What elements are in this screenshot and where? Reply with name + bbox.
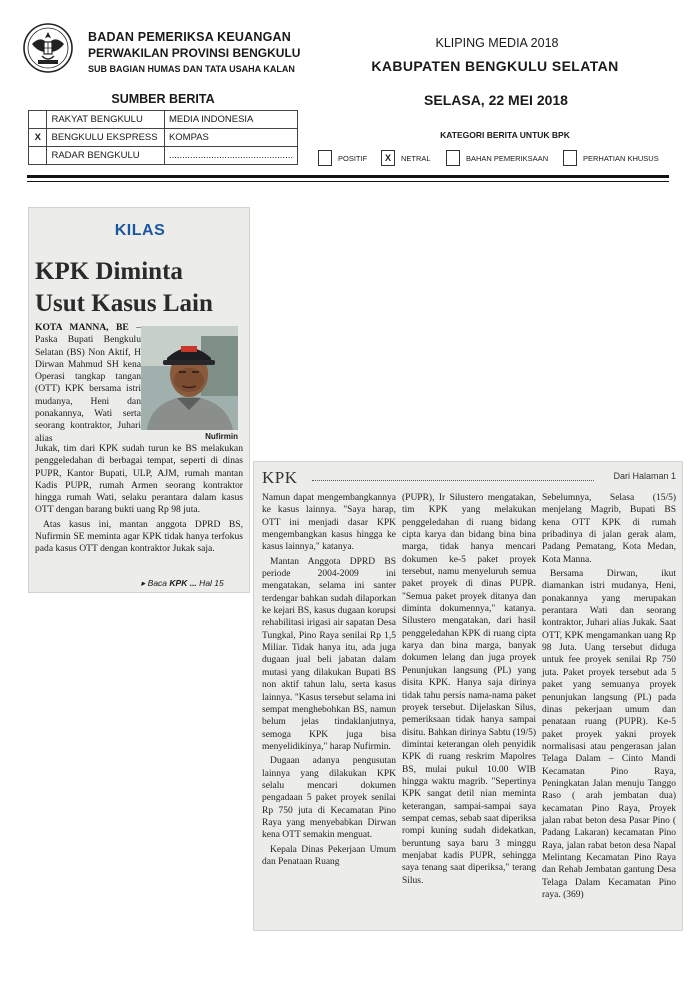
sumber-checkbox[interactable] <box>29 147 47 165</box>
kategori-title: KATEGORI BERITA UNTUK BPK <box>440 130 570 140</box>
kategori-option-perhatian-khusus[interactable] <box>563 150 659 166</box>
article-headline <box>35 256 213 320</box>
sumber-source: RAKYAT BENGKULU <box>47 111 164 129</box>
sumber-checkbox[interactable]: X <box>29 129 47 147</box>
article-paragraph: Mantan Anggota DPRD BS periode 2004-2009 ini mengatakan, selama ini santer terdengar bahkan sudah dilaporkan ke kejari BS, kasus dugaan korupsi rehabilitasi irigasi air sapatan Desa Tungkal, Pino Raya senilai Rp 1,5 Miliar. Tidak hanya itu, ada juga dugaan jual beli jabatan dalam mutasi yang dilakukan Bupati BS non aktif tahun lalu, serta kasus lainnya. "Kasus tersebut selama ini sempat menghebohkan BS, namun belum jelas tindaklanjutnya, semoga KPK juga bisa menyelidikinya," harap Nufirmin. <box>262 556 396 752</box>
continued-from: Dari Halaman 1 <box>613 471 676 481</box>
text-column-3 <box>542 492 676 901</box>
kategori-option-positif[interactable] <box>318 150 367 166</box>
kabupaten-title: KABUPATEN BENGKULU SELATAN <box>371 58 619 74</box>
header-divider <box>27 181 669 182</box>
sumber-source: RADAR BENGKULU <box>47 147 164 165</box>
article-paragraph: Jukak, tim dari KPK sudah turun ke BS melakukan penggeledahan di berbagai tempat, seperti di dinas PUPR, Kantor Bupati, ULP, AJM, rumah mantan Kadis PUPR, rumah Armen seorang kontraktor hingga rumah Wati, selaku perantara dalam kasus OTT dengan barang bukti uang Rp 98 juta. <box>35 443 243 516</box>
sumber-source: KOMPAS <box>164 129 297 147</box>
kategori-checkbox[interactable] <box>563 150 577 166</box>
article-paragraph: Bersama Dirwan, ikut diamankan istri mudanya, Heni, ponakannya yang merupakan perantara Wati dan seorang kontraktor, Juhari alias Jukak. Saat OTT, KPK mengamankan uang Rp 98 Juta. Uang tersebut diduga untuk fee proyek senilai Rp 750 juta. Paket proyek tersebut ada 5 paket yang semuanya proyek penunjukan langsung (PL) pada dinas pekerjaan umum dan penataan ruang (PUPR). Ke-5 paket proyek yakni proyek normalisasi atau pengerasan jalan Telaga Dalam – Cinto Mandi Kecamatan Pino Raya, Peningkatan Jalan menuju Tanggo Raso ( arah jembatan dua) kecamatan Pino Raya, Proyek jalan rabat beton desa Pasar Pino ( Padang Lakaran) kecamatan Pino Raya, jalan rabat beton desa Napal Melintang Kecamatan Pino Raya dan Rehab Jembatan gantung Desa Telaga Dalam Kecamatan Pino raya. (369) <box>542 569 676 900</box>
portrait-photo <box>141 326 238 430</box>
article-body <box>35 443 243 556</box>
dotted-leader <box>312 480 594 481</box>
sumber-berita-table <box>28 110 298 165</box>
org-name: BADAN PEMERIKSA KEUANGAN <box>88 30 291 44</box>
kategori-label: PERHATIAN KHUSUS <box>583 153 659 163</box>
sumber-row <box>29 129 298 147</box>
publication-date: SELASA, 22 MEI 2018 <box>424 92 568 108</box>
baca-target: KPK ... <box>169 578 197 588</box>
org-subdivision: SUB BAGIAN HUMAS DAN TATA USAHA KALAN <box>88 64 295 74</box>
kategori-label: BAHAN PEMERIKSAAN <box>466 153 549 163</box>
header-divider <box>27 175 669 178</box>
kategori-option-bahan-pemeriksaan[interactable] <box>446 150 548 166</box>
sumber-berita-title: SUMBER BERITA <box>111 92 215 106</box>
article-paragraph: Namun dapat mengembangkannya ke kasus lainnya. "Saya harap, OTT ini menjadi dasar KPK mengembangkan kasus hingga ke kasus lainnya," katanya. <box>262 493 396 553</box>
org-branch: PERWAKILAN PROVINSI BENGKULU <box>88 46 301 60</box>
sumber-other-field[interactable]: ............................................... <box>164 147 297 165</box>
lead-text: – Paska Bupati Bengkulu Selatan (BS) Non Aktif, H Dirwan Mahmud SH kena Operasi tangkap tangan (OTT) KPK bersama istri mudanya, Heni dan ponakannya, Wati serta seorang kontraktor, Juhari alias <box>35 322 141 444</box>
dateline: KOTA MANNA, BE <box>35 322 129 333</box>
photo-caption: Nufirmin <box>205 432 238 441</box>
rubric-label: KILAS <box>114 222 166 239</box>
garuda-emblem-icon <box>22 22 74 74</box>
sumber-row <box>29 147 298 165</box>
continuation-label: KPK <box>262 468 298 487</box>
sumber-checkbox[interactable] <box>29 111 47 129</box>
kategori-checkbox[interactable] <box>318 150 332 166</box>
kategori-checkbox[interactable]: X <box>381 150 395 166</box>
article-lead <box>35 322 141 445</box>
article-paragraph: Kepala Dinas Pekerjaan Umum dan Penataan Ruang <box>262 844 396 867</box>
kpk-continuation-clipping <box>253 461 683 931</box>
baca-prefix: Baca <box>147 578 170 588</box>
text-column-2 <box>402 492 536 887</box>
article-paragraph: Sebelumnya, Selasa (15/5) menjelang Magrib, Bupati BS kena OTT KPK di rumah pribadinya di jalan gerak alam, Padang Pematang, Kota Medan, Kota Manna. <box>542 493 676 565</box>
article-paragraph: Dugaan adanya pengusutan lainnya yang dilakukan KPK selalu mencari dokumen pengadaan 5 paket proyek senilai Rp 750 juta di Kecamatan Pino Raya yang menyebabkan Dirwan kena OTT semakin menguat. <box>262 756 396 841</box>
article-paragraph: Atas kasus ini, mantan anggota DPRD BS, Nufirmin SE meminta agar KPK tidak hanya terfokus pada kasus OTT dengan kontraktor Jukak saja. <box>35 518 243 555</box>
headline-line: Usut Kasus Lain <box>35 290 213 317</box>
kategori-label: NETRAL <box>401 153 431 163</box>
sumber-row <box>29 111 298 129</box>
kliping-title: KLIPING MEDIA 2018 <box>435 36 559 50</box>
arrow-right-icon: ▸ <box>141 578 146 588</box>
sumber-source: BENGKULU EKSPRESS <box>47 129 164 147</box>
kategori-checkbox[interactable] <box>446 150 460 166</box>
sumber-source: MEDIA INDONESIA <box>164 111 297 129</box>
organization-block <box>88 30 300 74</box>
baca-page: Hal 15 <box>196 578 224 588</box>
headline-line: KPK Diminta <box>35 258 183 285</box>
text-column-1 <box>262 492 396 868</box>
article-paragraph: (PUPR), Ir Silustero mengatakan, tim KPK yang melakukan penggeledahan di ruang bidang cipta karya dan bidang bina bina marga, tidak hanya mencari dokumen ke-5 paket proyek tersebut, namu menyeluruh semua paket proyek di dinas PUPR. "Semua paket proyek ditanya dan diminta dokumennya," katanya. Silustero mengatakan, dari hasil penggeledahan KPK di ruang cipta karya dan bina marga, banyak dokumen lelang dan juga proyek Penunjukan langsung (PL) yang disita KPK. Hanya saja dirinya tidak tahu persis nama-nama paket proyek tersebut. Dijelaskan Silus, pemeriksaan tidak hanya sampai disitu. Bahkan dirinya Sabtu (19/5) dimintai keterangan oleh penyidik KPK di ruang reskrim Mapolres BS, mulai pukul 10.00 WIB hingga waktu magrib. "Sepertinya KPK sangat detil nian meminta keterangan, sampai-sampai saya sempat cemas, sebab saat diperiksa rompi kuning sudah didekatkan, beruntung saya baru 3 minggu menjabat kadis PUPR, sehingga saya tenang saat diperiksa," terang Silus. <box>402 493 536 886</box>
kategori-option-netral[interactable] <box>381 150 431 166</box>
kategori-label: POSITIF <box>338 153 368 163</box>
continued-link[interactable] <box>141 578 245 589</box>
kilas-clipping <box>28 207 250 593</box>
